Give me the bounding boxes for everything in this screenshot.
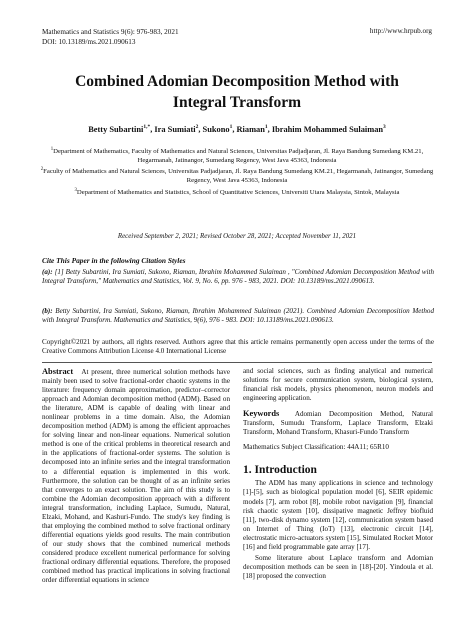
affiliation: $^2$Faculty of Mathematics and Natural Sciences, Universitas Padjadjaran, Jl. Raya Bandung Sumedang KM.21, Hegarmanah, Jatinangor, Sumedang Regency, West Java 45363, Indonesia <box>40 167 434 185</box>
citation-style-b: (b): Betty Subartini, Ira Sumiati, Sukono, Riaman, Ibrahim Mohammed Sulaiman (2021). Combined Adomian Decomposition Method with Integral Transform. Mathematics and Statistics, 9(6), 976 - 983. DOI: 10.13189/ms.2021.090613. <box>42 307 434 325</box>
paper-title <box>0 71 474 113</box>
affiliation: $^1$Department of Mathematics, Faculty of Mathematics and Natural Sciences, Universitas Padjadjaran, Jl. Raya Bandung Sumedang KM.21, Hegarmanah, Jatinangor, Sumedang Regency, West Java 45363, Indonesia <box>50 147 424 164</box>
abstract-continued: and social sciences, such as finding analytical and numerical solutions for secure communication system, biological system, financial risk models, physics phenomenon, neuron models and engineering application. <box>243 367 433 403</box>
abstract-label: Abstract <box>42 367 74 376</box>
copyright-notice: Copyright©2021 by authors, all rights reserved. Authors agree that this article remains permanently open access under the terms of the Creative Commons Attribution License 4.0 International License <box>42 338 434 356</box>
running-header-left <box>42 27 179 47</box>
intro-paragraph: The ADM has many applications in science and technology [1]-[5], such as biological population model [6], SEIR epidemic models [7], arm robot [8], mobile robot navigation [9], financial risk chaotic system [10], dissipative magnetic Jeffrey biofluid [11], two-disk dynamo system [12], communication system based on Internet of Thing (IoT) [13], electronic circuit [14], electrostatic micro-actuators system [15], Simulated Rocket Motor [16] and field programmable gate array [17]. <box>243 479 433 551</box>
section-heading-introduction: 1. Introduction <box>243 464 317 477</box>
abstract <box>42 367 230 585</box>
author-list <box>0 124 474 134</box>
affiliations <box>40 146 434 199</box>
doi-line: DOI: 10.13189/ms.2021.090613 <box>42 38 136 46</box>
right-column <box>243 367 433 581</box>
author: Ira Sumiati$^2$, <box>154 124 203 134</box>
title-line-2: Integral Transform <box>172 94 302 111</box>
author: Riaman$^1$, <box>236 124 272 134</box>
journal-line: Mathematics and Statistics 9(6): 976-983, 2021 <box>42 28 179 36</box>
intro-paragraph: Some literature about Laplace transform and Adomian decomposition methods can be seen in [18]-[20]. Yindoula et al. [18] proposed the convection <box>243 553 433 580</box>
author: Ibrahim Mohammed Sulaiman$^3$ <box>271 124 386 134</box>
abstract-text: At present, three numerical solution methods have mainly been used to solve fractional-order chaotic systems in the literature: frequency domain approximation, predictor–corrector approach and Adomian decomposition method (ADM). Based on the literature, ADM is capable of dealing with linear and nonlinear problems in a time domain. Also, the Adomian decomposition method (ADM) is among the efficient approaches for solving linear and non-linear equations. Numerical solution method is one of the critical problems in theoretical research and in the applications of fractional-order systems. The solution is decomposed into an infinite series and the integral transformation to a differential equation is implemented in this work. Furthermore, the solution can be thought of as an infinite series that converges to an exact solution. The aim of this study is to combine the Adomian decomposition approach with a different integral transformation, including Laplace, Sumudu, Natural, Elzaki, Mohand, and Kashuri-Fundo. The study's key finding is that employing the combined method to solve fractional ordinary differential equations yields good results. The main contribution of our study shows that the combined numerical methods considered produce excellent numerical performance for solving fractional ordinary differential equations. Therefore, the proposed combined method has practical implications in solving fractional order differential equations in science <box>42 368 230 585</box>
section-divider <box>42 362 432 363</box>
author: Betty Subartini$^{1,*}$, <box>88 124 155 134</box>
affiliation: $^3$Department of Mathematics and Statistics, School of Quantitative Sciences, Universiti Utara Malaysia, Sintok, Malaysia <box>74 187 400 197</box>
author: Sukono$^1$, <box>202 124 237 134</box>
cite-heading: Cite This Paper in the following Citation Styles <box>42 256 186 265</box>
subject-classification: Mathematics Subject Classification: 44A11; 65R10 <box>243 443 389 452</box>
left-column <box>42 367 230 585</box>
keywords-label: Keywords <box>243 409 280 419</box>
submission-dates: Received September 2, 2021; Revised October 28, 2021; Accepted November 11, 2021 <box>117 233 357 240</box>
keywords <box>243 409 433 437</box>
citation-style-a: (a): [1] Betty Subartini, Ira Sumiati, Sukono, Riaman, Ibrahim Mohammed Sulaiman , "Combined Adomian Decomposition Method with Integral Transform," Mathematics and Statistics, Vol. 9, No. 6, pp. 976 - 983, 2021. DOI: 10.13189/ms.2021.090613. <box>42 268 434 286</box>
journal-url-link[interactable]: http://www.hrpub.org <box>369 27 432 35</box>
keywords-text: Adomian Decomposition Method, Natural Transform, Sumudu Transform, Laplace Transform, Elzaki Transform, Mohand Transform, Khasuri-Fundo Transform <box>243 410 434 437</box>
title-line-1: Combined Adomian Decomposition Method with <box>75 73 399 90</box>
